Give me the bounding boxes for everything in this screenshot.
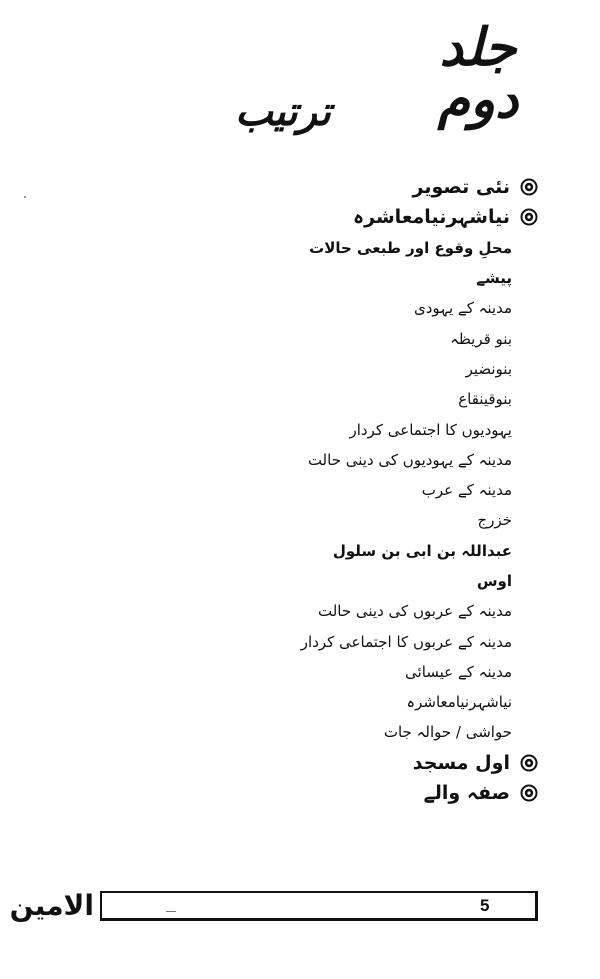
toc-entry-label: خزرج	[477, 511, 512, 530]
flower-bullet-icon	[520, 784, 538, 802]
toc-entry-label: محلِ وقوع اور طبعی حالات	[309, 238, 512, 257]
print-speck	[24, 196, 26, 198]
toc-entry	[118, 233, 538, 263]
toc-entry	[118, 354, 538, 384]
toc-entry-label: بنوقینقاع	[458, 390, 512, 409]
toc-entry-label: مدینہ کے عربوں کی دینی حالت	[317, 602, 512, 621]
toc-entry-label: مدینہ کے عیسائی	[405, 662, 512, 681]
toc-entry-label: نئی تصویر	[412, 176, 510, 199]
toc-entry	[118, 748, 538, 778]
toc-entry	[118, 536, 538, 566]
toc-entry-label: مدینہ کے یہودی	[414, 299, 512, 318]
toc-entry	[118, 566, 538, 596]
toc-entry-label: پیشے	[476, 269, 512, 288]
toc-entry-label: نیاشہرنیامعاشرہ	[353, 206, 510, 229]
toc-entry-label: اوس	[476, 572, 512, 590]
toc-entry-label: مدینہ کے عربوں کا اجتماعی کردار	[300, 632, 512, 651]
toc-entry	[118, 172, 538, 202]
toc-entry-label: اول مسجد	[412, 751, 510, 774]
volume-title: جلد دوم	[437, 18, 519, 130]
toc-entry	[118, 293, 538, 323]
toc-entry	[118, 263, 538, 293]
page-number: 5	[480, 896, 490, 915]
toc-entry	[118, 202, 538, 232]
contents-heading: ترتیب	[235, 89, 331, 135]
toc-entry-label: صفہ والے	[423, 782, 510, 805]
toc-entry	[118, 596, 538, 626]
toc-entry-label: حواشی / حوالہ جات	[383, 723, 512, 742]
toc-entry	[118, 626, 538, 656]
flower-bullet-icon	[520, 208, 538, 226]
flower-bullet-icon	[520, 754, 538, 772]
page-footer-bar	[100, 891, 538, 921]
toc-entry	[118, 687, 538, 717]
toc-entry-label: نیاشہرنیامعاشرہ	[406, 693, 512, 712]
publisher-logo: الامین	[9, 889, 94, 922]
toc-entry	[118, 445, 538, 475]
toc-entry	[118, 657, 538, 687]
toc-entry-label: بنو قریظہ	[450, 329, 512, 348]
toc-entry-label: عبداللہ بن ابی بن سلول	[332, 541, 512, 560]
toc-entry	[118, 414, 538, 444]
toc-entry	[118, 778, 538, 808]
toc-entry-label: مدینہ کے عرب	[421, 481, 512, 500]
toc-entry	[118, 475, 538, 505]
flower-bullet-icon	[520, 178, 538, 196]
toc-entry-label: مدینہ کے یہودیوں کی دینی حالت	[307, 450, 512, 469]
toc-entry	[118, 323, 538, 353]
toc-entry-label: بنونضیر	[465, 359, 512, 378]
toc-entry	[118, 505, 538, 535]
toc-entry-label: یہودیوں کا اجتماعی کردار	[349, 420, 512, 439]
print-speck	[166, 911, 176, 912]
toc-entry	[118, 384, 538, 414]
toc-entry	[118, 717, 538, 747]
table-of-contents	[118, 172, 538, 808]
